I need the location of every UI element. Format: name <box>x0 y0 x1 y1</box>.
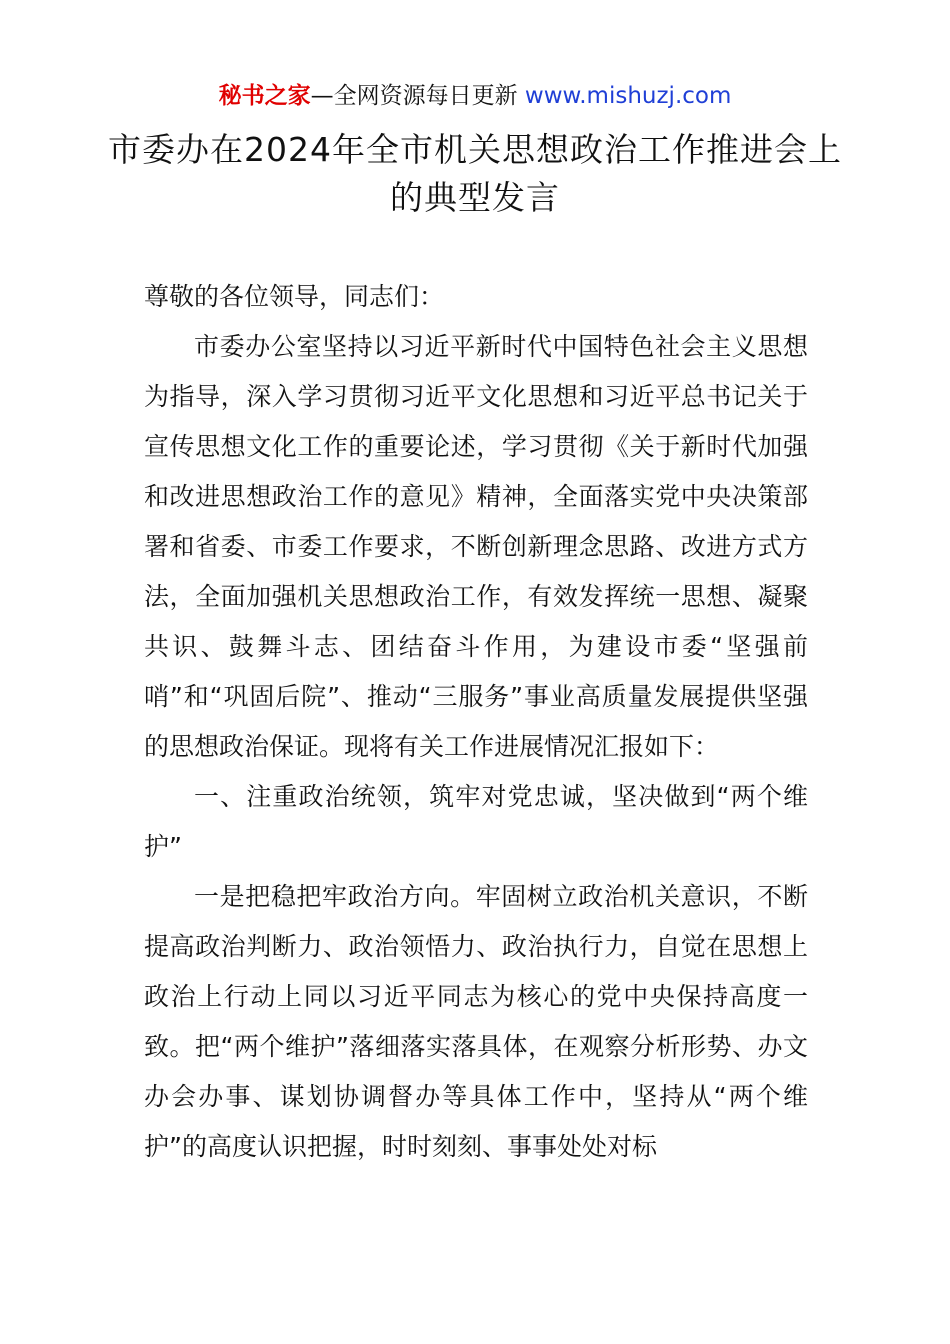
salutation: 尊敬的各位领导，同志们： <box>144 282 445 311</box>
section-heading-1: 一、注重政治统领，筑牢对党忠诚，坚决做到“两个维护” <box>144 782 808 861</box>
paragraph-point-1: 一是把稳把牢政治方向。牢固树立政治机关意识，不断提高政治判断力、政治领悟力、政治执行力，自觉在思想上政治上行动上同以习近平同志为核心的党中央保持高度一致。把“两个维护”落细落实落具体，在观察分析形势、办文办会办事、谋划协调督办等具体工作中，坚持从“两个维护”的高度认识把握，时时刻刻、事事处处对标 <box>144 882 808 1161</box>
site-banner <box>0 80 950 112</box>
site-slogan: —全网资源每日更新 <box>310 83 525 109</box>
paragraph-intro: 市委办公室坚持以习近平新时代中国特色社会主义思想为指导，深入学习贯彻习近平文化思想和习近平总书记关于宣传思想文化工作的重要论述，学习贯彻《关于新时代加强和改进思想政治工作的意见》精神，全面落实党中央决策部署和省委、市委工作要求，不断创新理念思路、改进方式方法，全面加强机关思想政治工作，有效发挥统一思想、凝聚共识、鼓舞斗志、团结奋斗作用，为建设市委“坚强前哨”和“巩固后院”、推动“三服务”事业高质量发展提供坚强的思想政治保证。现将有关工作进展情况汇报如下： <box>144 332 808 761</box>
site-name: 秘书之家 <box>218 83 311 109</box>
document-body <box>144 272 808 1172</box>
document-title: 市委办在2024年全市机关思想政治工作推进会上的典型发言 <box>108 130 842 217</box>
site-url-link[interactable]: www.mishuzj.com <box>524 83 732 109</box>
